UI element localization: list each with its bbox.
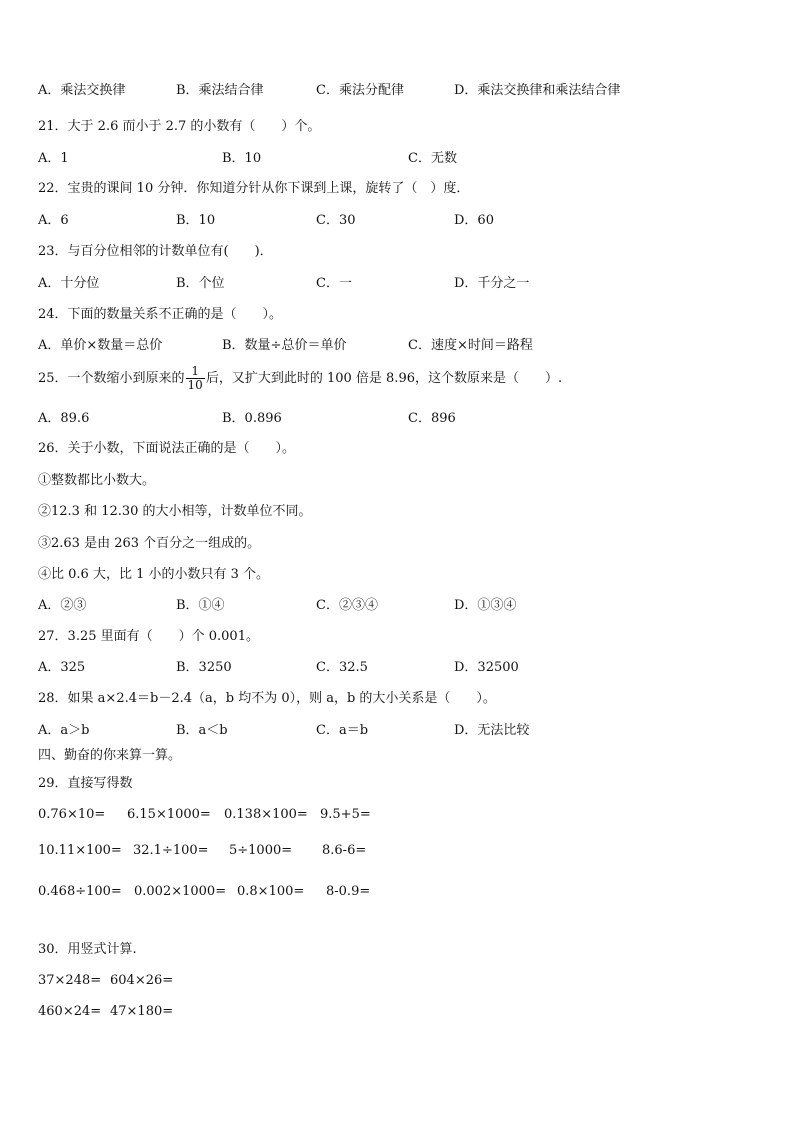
- q25-stem-after: 后，又扩大到此时的 100 倍是 8.96，这个数原来是（ ）.: [205, 371, 563, 386]
- q26-option-a: A．②③: [38, 598, 87, 613]
- q22-option-a: A．6: [38, 213, 69, 228]
- q20-option-b: B．乘法结合律: [176, 83, 264, 98]
- q28-stem: 28．如果 a×2.4＝b－2.4（a，b 均不为 0），则 a，b 的大小关系是（ ）。: [38, 691, 496, 706]
- q23-option-b: B．个位: [176, 276, 225, 291]
- q28-option-d: D．无法比较: [454, 723, 530, 738]
- q29-r3-c3: 0.8×100=: [237, 884, 305, 899]
- q30-r2-c2: 47×180=: [110, 1004, 174, 1019]
- q26-option-b: B．①④: [176, 598, 225, 613]
- q29-r3-c4: 8-0.9=: [326, 884, 371, 899]
- q20-option-a: A．乘法交换律: [38, 83, 126, 98]
- q29-r2-c3: 5÷1000=: [229, 843, 293, 858]
- q27-option-a: A．325: [38, 660, 86, 675]
- q21-option-b: B．10: [222, 151, 262, 166]
- q29-r1-c3: 0.138×100=: [224, 807, 308, 822]
- q23-option-c: C．一: [316, 276, 352, 291]
- q21-stem: 21．大于 2.6 而小于 2.7 的小数有（ ）个。: [38, 119, 321, 134]
- q25-fraction-denominator: 10: [187, 378, 203, 392]
- q21-option-a: A．1: [38, 151, 69, 166]
- q25-stem-before: 25．一个数缩小到原来的: [38, 371, 185, 386]
- q26-stem: 26．关于小数，下面说法正确的是（ ）。: [38, 441, 296, 456]
- q30-r1-c1: 37×248=: [38, 973, 102, 988]
- q29-r1-c4: 9.5+5=: [320, 807, 371, 822]
- q29-r2-c2: 32.1÷100=: [133, 843, 209, 858]
- q29-r3-c1: 0.468÷100=: [38, 884, 122, 899]
- q24-option-b: B．数量÷总价＝单价: [222, 338, 347, 353]
- q26-statement-3: ③2.63 是由 263 个百分之一组成的。: [38, 536, 261, 551]
- q26-statement-1: ①整数都比小数大。: [38, 473, 156, 488]
- q25-option-a: A．89.6: [38, 411, 90, 426]
- q26-statement-4: ④比 0.6 大，比 1 小的小数只有 3 个。: [38, 567, 270, 582]
- q27-option-d: D．32500: [454, 660, 519, 675]
- q23-stem: 23．与百分位相邻的计数单位有( )．: [38, 244, 273, 259]
- q30-stem: 30．用竖式计算.: [38, 942, 137, 957]
- q25-fraction: [186, 365, 205, 392]
- q23-option-d: D．千分之一: [454, 276, 530, 291]
- q29-r1-c2: 6.15×1000=: [127, 807, 211, 822]
- q23-option-a: A．十分位: [38, 276, 100, 291]
- q25-option-c: C．896: [408, 411, 456, 426]
- q26-option-d: D．①③④: [454, 598, 517, 613]
- q22-option-c: C．30: [316, 213, 356, 228]
- q22-stem: 22．宝贵的课间 10 分钟．你知道分针从你下课到上课，旋转了（ ）度．: [38, 181, 470, 196]
- q30-r2-c1: 460×24=: [38, 1004, 102, 1019]
- q27-option-c: C．32.5: [316, 660, 368, 675]
- q27-stem: 27．3.25 里面有（ ）个 0.001。: [38, 629, 259, 644]
- q27-option-b: B．3250: [176, 660, 232, 675]
- q21-option-c: C．无数: [408, 151, 457, 166]
- q20-option-d: D．乘法交换律和乘法结合律: [454, 83, 621, 98]
- q29-stem: 29．直接写得数: [38, 776, 133, 791]
- q26-option-c: C．②③④: [316, 598, 378, 613]
- q26-statement-2: ②12.3 和 12.30 的大小相等，计数单位不同。: [38, 504, 312, 519]
- q29-r3-c2: 0.002×1000=: [134, 884, 227, 899]
- q24-option-a: A．单价×数量＝总价: [38, 338, 163, 353]
- q20-option-c: C．乘法分配律: [316, 83, 404, 98]
- q29-r1-c1: 0.76×10=: [38, 807, 106, 822]
- q25-stem: [38, 364, 562, 394]
- q25-option-b: B．0.896: [222, 411, 282, 426]
- q28-option-a: A．a＞b: [38, 723, 90, 738]
- q22-option-b: B．10: [176, 213, 216, 228]
- q22-option-d: D．60: [454, 213, 494, 228]
- q29-r2-c4: 8.6-6=: [322, 843, 367, 858]
- q25-fraction-numerator: 1: [186, 365, 205, 379]
- q28-option-b: B．a＜b: [176, 723, 228, 738]
- section-4-title: 四、勤奋的你来算一算。: [38, 748, 182, 763]
- q24-option-c: C．速度×时间＝路程: [408, 338, 533, 353]
- q29-r2-c1: 10.11×100=: [38, 843, 122, 858]
- q24-stem: 24．下面的数量关系不正确的是（ ）。: [38, 307, 283, 322]
- q28-option-c: C．a＝b: [316, 723, 369, 738]
- q30-r1-c2: 604×26=: [110, 973, 174, 988]
